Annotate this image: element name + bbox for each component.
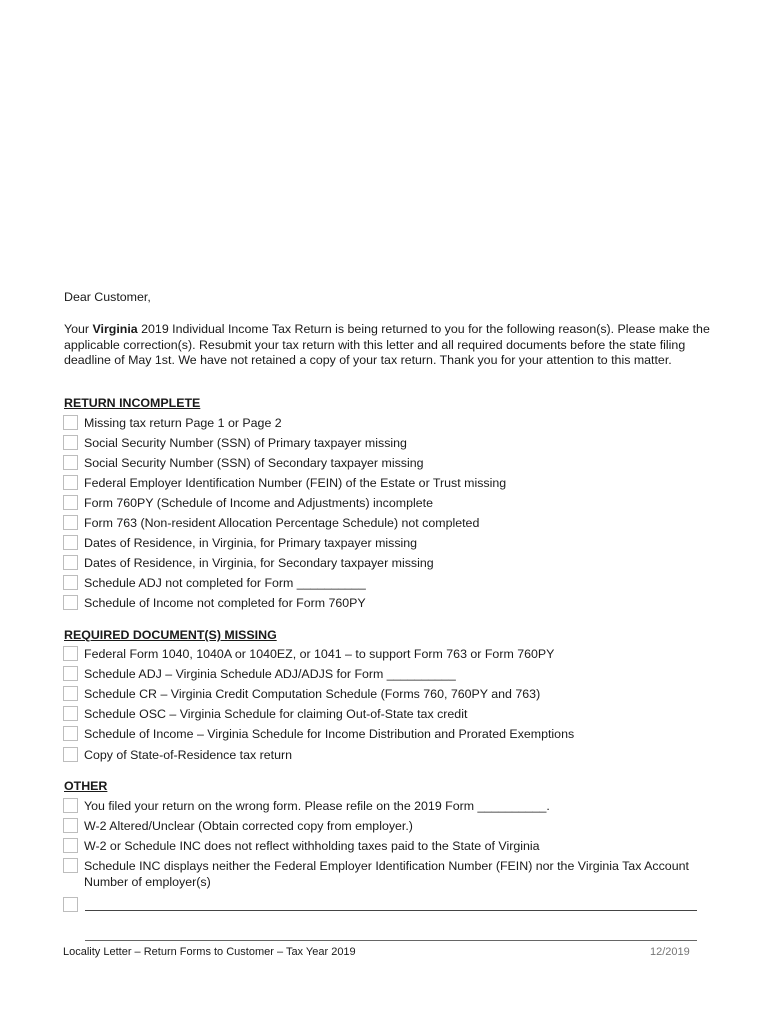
checklist-item-label: Schedule CR – Virginia Credit Computation Schedule (Forms 760, 760PY and 763) <box>84 687 541 701</box>
checkbox[interactable] <box>63 798 78 813</box>
checklist-item-label: Schedule OSC – Virginia Schedule for claiming Out-of-State tax credit <box>84 707 468 721</box>
checklist-item <box>63 798 550 814</box>
checklist-item <box>63 575 366 591</box>
checkbox[interactable] <box>63 858 78 873</box>
checklist-item <box>63 646 554 662</box>
checklist-item-label: Form 760PY (Schedule of Income and Adjustments) incomplete <box>84 496 433 510</box>
checklist-item <box>63 747 292 763</box>
checkbox[interactable] <box>63 706 78 721</box>
checklist-item <box>63 495 433 511</box>
checklist-item-label: W-2 or Schedule INC does not reflect withholding taxes paid to the State of Virginia <box>84 839 540 853</box>
checklist-item-label: Dates of Residence, in Virginia, for Primary taxpayer missing <box>84 536 418 550</box>
checkbox[interactable] <box>63 455 78 470</box>
checklist-item <box>63 415 282 431</box>
checklist-item <box>63 435 407 451</box>
section-heading-required-documents: REQUIRED DOCUMENT(S) MISSING <box>64 628 277 642</box>
checkbox[interactable] <box>63 495 78 510</box>
checklist-item-label: Form 763 (Non-resident Allocation Percentage Schedule) not completed <box>84 516 480 530</box>
checklist-item-label: W-2 Altered/Unclear (Obtain corrected copy from employer.) <box>84 819 413 833</box>
checkbox[interactable] <box>63 555 78 570</box>
checklist-item-label: Social Security Number (SSN) of Primary taxpayer missing <box>84 436 407 450</box>
checklist-item <box>63 475 506 491</box>
checklist-item <box>63 595 366 611</box>
checkbox[interactable] <box>63 646 78 661</box>
checklist-item-label: Social Security Number (SSN) of Secondary taxpayer missing <box>84 456 424 470</box>
checkbox[interactable] <box>63 475 78 490</box>
checklist-item <box>63 818 413 834</box>
checkbox[interactable] <box>63 666 78 681</box>
checklist-item <box>63 555 434 571</box>
checkbox[interactable] <box>63 897 78 912</box>
checklist-item-label: Schedule ADJ not completed for Form __________ <box>84 576 366 590</box>
checklist-item <box>63 726 574 742</box>
checklist-item-label: Schedule INC displays neither the Federal Employer Identification Number (FEIN) nor the Virginia Tax Account Number of employer(s) <box>84 859 689 889</box>
checklist-item <box>63 666 456 682</box>
checkbox[interactable] <box>63 435 78 450</box>
checkbox[interactable] <box>63 747 78 762</box>
section-heading-other: OTHER <box>64 779 108 793</box>
checklist-item <box>63 515 479 531</box>
write-in-line[interactable] <box>85 910 697 911</box>
checklist-item-label: Schedule of Income not completed for Form 760PY <box>84 596 366 610</box>
intro-rest: 2019 Individual Income Tax Return is being returned to you for the following reason(s). Please make the applicable correction(s). Resubmit your tax return with this letter and all required documents before the state filing deadline of May 1st. We have not retained a copy of your tax return. Thank you for your attention to this matter. <box>64 322 710 367</box>
checklist-item <box>63 455 424 471</box>
checklist-item <box>63 838 540 854</box>
checkbox[interactable] <box>63 686 78 701</box>
greeting: Dear Customer, <box>64 290 151 304</box>
checklist-item-label: Dates of Residence, in Virginia, for Secondary taxpayer missing <box>84 556 434 570</box>
checkbox[interactable] <box>63 415 78 430</box>
checkbox[interactable] <box>63 838 78 853</box>
intro-state-name: Virginia <box>92 322 138 336</box>
checklist-item-blank <box>63 897 84 912</box>
checklist-item-label: Federal Form 1040, 1040A or 1040EZ, or 1041 – to support Form 763 or Form 760PY <box>84 647 555 661</box>
checklist-item-label: Federal Employer Identification Number (FEIN) of the Estate or Trust missing <box>84 476 507 490</box>
checklist-item <box>63 706 467 722</box>
checkbox[interactable] <box>63 575 78 590</box>
checkbox[interactable] <box>63 726 78 741</box>
checklist-item-label: Missing tax return Page 1 or Page 2 <box>84 416 282 430</box>
checklist-item <box>63 686 540 702</box>
checklist-item-label: Schedule of Income – Virginia Schedule for Income Distribution and Prorated Exemptions <box>84 727 575 741</box>
intro-paragraph <box>64 322 714 369</box>
intro-prefix: Your <box>64 322 93 336</box>
checklist-item <box>63 858 693 890</box>
checkbox[interactable] <box>63 595 78 610</box>
checkbox[interactable] <box>63 535 78 550</box>
checklist-item-label: Schedule ADJ – Virginia Schedule ADJ/ADJS for Form __________ <box>84 667 456 681</box>
footer-divider <box>85 940 697 941</box>
section-heading-return-incomplete: RETURN INCOMPLETE <box>64 396 201 410</box>
footer-title: Locality Letter – Return Forms to Customer – Tax Year 2019 <box>63 946 356 958</box>
checkbox[interactable] <box>63 818 78 833</box>
checklist-item-label: Copy of State-of-Residence tax return <box>84 748 292 762</box>
footer-date: 12/2019 <box>650 946 690 958</box>
checklist-item-label: You filed your return on the wrong form. Please refile on the 2019 Form __________. <box>84 799 550 813</box>
checkbox[interactable] <box>63 515 78 530</box>
checklist-item <box>63 535 417 551</box>
